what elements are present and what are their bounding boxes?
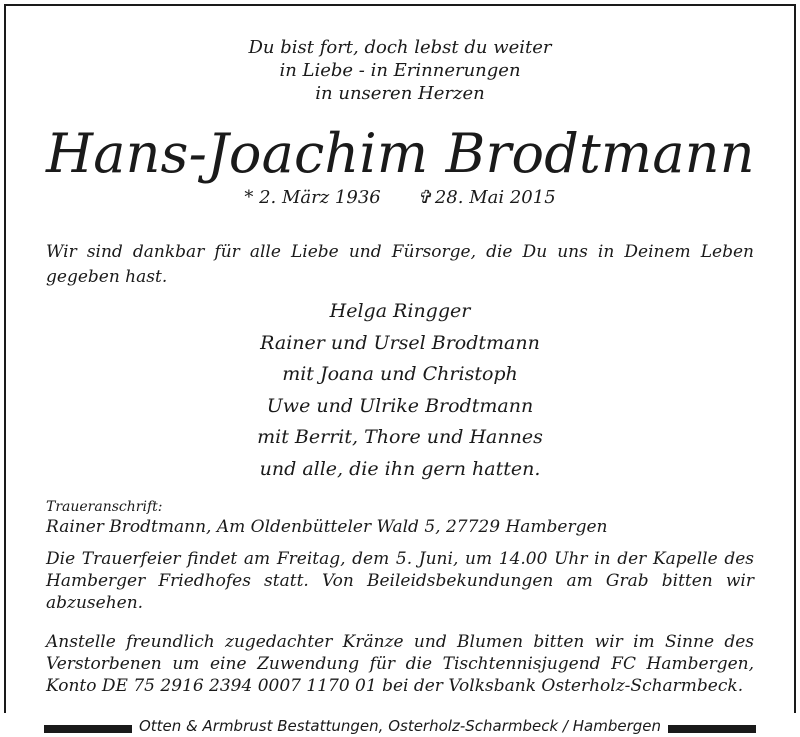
footer-rule-right [668,725,756,733]
poem-line: in unseren Herzen [315,83,485,104]
family-line: mit Berrit, Thore und Hannes [257,426,543,448]
family-line: Rainer und Ursel Brodtmann [260,331,540,354]
donation-text: Anstelle freundlich zugedachter Kränze und Blumen bitten wir im Sinne des Verstorbenen um eine Zuwendung für die Tischtennisjugend FC Hambergen, Konto DE 75 2916 2394 0007 1170 01 bei der Volksbank Osterholz-Scharmbeck. [46,632,754,696]
poem-line: Du bist fort, doch lebst du weiter [248,37,552,58]
deceased-name: Hans-Joachim Brodtmann [46,122,755,185]
poem-line: in Liebe - in Erinnerungen [279,60,521,81]
cross-icon: ✞ [416,187,432,208]
funeral-home: Otten & Armbrust Bestattungen, Osterholz-Scharmbeck / Hambergen [138,717,662,735]
address-label: Traueranschrift: [46,499,163,515]
obituary-notice [46,0,754,737]
mourning-address: Rainer Brodtmann, Am Oldenbütteler Wald 5, 27729 Hambergen [46,517,608,537]
family-signatures [46,296,754,485]
birth-date: * 2. März 1936 [244,187,381,208]
family-line: Helga Ringger [329,300,471,322]
family-line: mit Joana und Christoph [282,363,518,385]
footer-bar [0,713,800,737]
footer-rule-left [44,725,132,733]
family-line: Uwe und Ulrike Brodtmann [266,394,534,417]
memorial-poem [46,36,754,105]
thanks-text: Wir sind dankbar für alle Liebe und Fürsorge, die Du uns in Deinem Leben gegeben hast. [46,242,754,287]
life-dates [46,187,754,209]
family-line: und alle, die ihn gern hatten. [259,457,541,480]
death-date: 28. Mai 2015 [434,187,556,208]
ceremony-text: Die Trauerfeier findet am Freitag, dem 5. Juni, um 14.00 Uhr in der Kapelle des Hamberger Friedhofes statt. Von Beileidsbekundungen am Grab bitten wir abzusehen. [46,549,754,613]
